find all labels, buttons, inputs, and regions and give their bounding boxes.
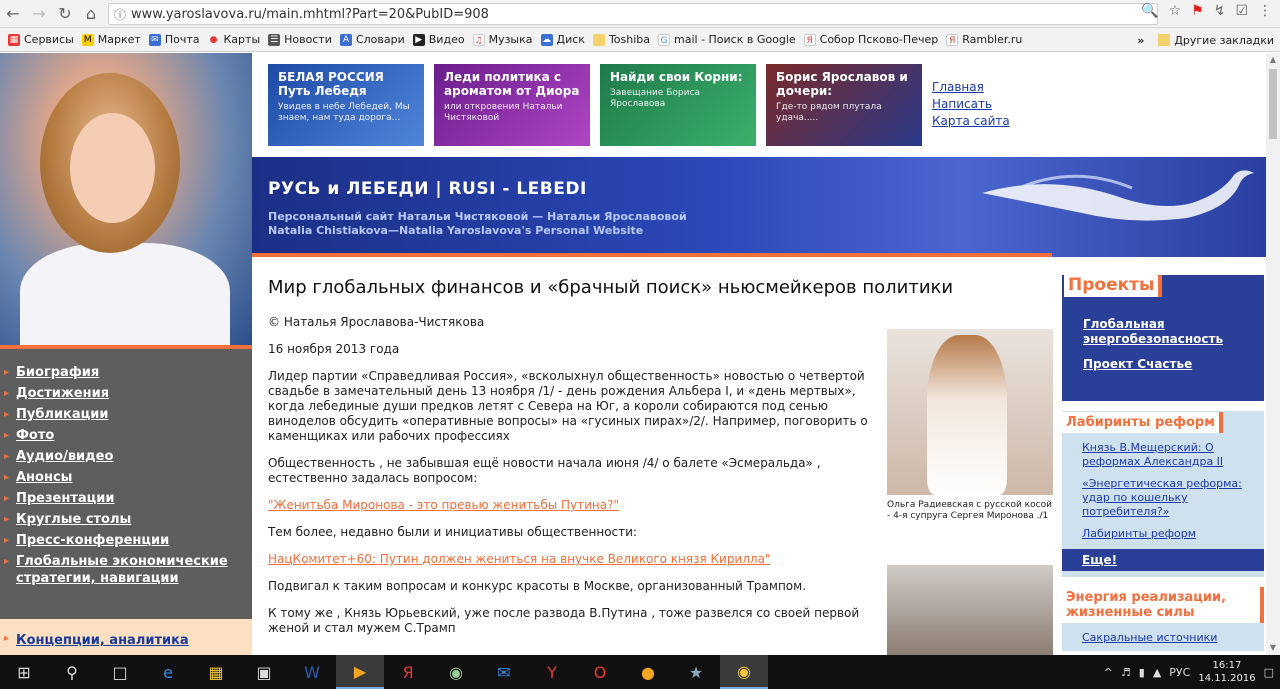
menu-item-biography[interactable]: ▸ Биография bbox=[0, 363, 252, 384]
media-player-icon[interactable]: ▶ bbox=[336, 655, 384, 689]
scroll-down-icon[interactable]: ▼ bbox=[1269, 643, 1277, 652]
home-icon[interactable]: ⌂ bbox=[85, 4, 97, 23]
opera-icon[interactable]: O bbox=[593, 662, 607, 682]
app-icon[interactable]: ◉ bbox=[449, 662, 463, 682]
app-icon[interactable]: ★ bbox=[688, 662, 704, 682]
figure-bride bbox=[887, 329, 1053, 522]
bookmark-item[interactable]: ▦ Сервисы bbox=[9, 33, 74, 46]
other-bookmarks[interactable]: Другие закладки bbox=[1174, 33, 1274, 47]
project-link[interactable]: Глобальная энергобезопасность bbox=[1083, 317, 1224, 346]
more-link[interactable]: Еще! bbox=[1062, 549, 1264, 571]
menu-item-presentations[interactable]: ▸ Презентации bbox=[0, 489, 252, 510]
divider bbox=[252, 253, 1052, 257]
energy-title: Энергия реализации, жизненные силы bbox=[1062, 587, 1264, 623]
reload-icon[interactable]: ↻ bbox=[58, 4, 72, 23]
map-pin-icon: ● bbox=[208, 34, 220, 46]
article-paragraph: Тем более, недавно были и инициативы общественности: bbox=[268, 525, 637, 539]
star-icon[interactable]: ☆ bbox=[1168, 3, 1182, 19]
bookmark-item[interactable]: Я Rambler.ru bbox=[946, 33, 1022, 46]
mail-icon: ✉ bbox=[149, 34, 161, 46]
site-subtitle: Персональный сайт Натальи Чистяковой — Натальи Ярославовой Natalia Chistiakova—Natalia Yaroslavova's Personal Website bbox=[268, 210, 687, 237]
top-links bbox=[932, 79, 1010, 130]
video-icon: ▶ bbox=[413, 34, 425, 46]
banner-find-roots[interactable]: Найди свои Корни: Завещание Бориса Ярославова bbox=[600, 64, 756, 146]
search-icon[interactable]: ⚲ bbox=[66, 662, 78, 682]
yandex-browser-icon[interactable]: Y bbox=[547, 662, 557, 682]
info-icon[interactable]: ⓘ bbox=[113, 7, 126, 22]
folder-icon bbox=[593, 34, 605, 46]
bookmark-item[interactable]: ☁ Диск bbox=[542, 33, 585, 46]
bookmark-item[interactable]: Я Собор Псково-Печер bbox=[804, 33, 939, 46]
bride-photo bbox=[887, 329, 1053, 495]
swan-icon bbox=[972, 163, 1262, 233]
reforms-box bbox=[1062, 411, 1264, 577]
menu-item-press-conferences[interactable]: ▸ Пресс-конференции bbox=[0, 531, 252, 552]
reforms-link[interactable]: Князь В.Мещерский: О реформах Александра II bbox=[1082, 441, 1224, 468]
article-author: © Наталья Ярославова-Чистякова bbox=[268, 315, 485, 329]
article-date: 16 ноября 2013 года bbox=[268, 342, 400, 356]
projects-title: Проекты bbox=[1064, 275, 1162, 297]
news-icon: ☰ bbox=[270, 34, 279, 45]
notification-icon[interactable]: □ bbox=[1263, 665, 1274, 679]
site-title: РУСЬ и ЛЕБЕДИ | RUSI - LEBEDI bbox=[268, 179, 587, 199]
reforms-link[interactable]: «Энергетическая реформа: удар по кошельку потребителя?» bbox=[1082, 477, 1242, 518]
language-indicator[interactable]: РУС bbox=[1169, 665, 1191, 679]
article-paragraph: Подвигал к таким вопросам и конкурс красоты в Москве, организованный Трампом. bbox=[268, 579, 807, 593]
scrollbar[interactable] bbox=[1266, 53, 1280, 655]
tray-arrow-icon[interactable]: ^ bbox=[1103, 665, 1113, 679]
article-title: Мир глобальных финансов и «брачный поиск» ньюсмейкеров политики bbox=[268, 277, 954, 298]
disk-icon: ☁ bbox=[542, 34, 551, 45]
url-text: www.yaroslavova.ru/main.mhtml?Part=20&PubID=908 bbox=[131, 6, 489, 22]
web-page bbox=[0, 53, 1266, 655]
menu-item-publications[interactable]: ▸ Публикации bbox=[0, 405, 252, 426]
banner-white-russia[interactable]: БЕЛАЯ РОССИЯ Путь Лебедя Увидев в небе Лебедей, Мы знаем, нам туда дорога... bbox=[268, 64, 424, 146]
more-bookmarks-icon[interactable]: » bbox=[1137, 33, 1145, 47]
menu-item-audio-video[interactable]: ▸ Аудио/видео bbox=[0, 447, 252, 468]
yandex-icon[interactable]: Я bbox=[402, 662, 414, 682]
system-tray bbox=[1104, 655, 1274, 689]
side-menu bbox=[0, 349, 252, 619]
bookmark-item[interactable]: ☰ Новости bbox=[270, 33, 332, 46]
bookmarks-bar bbox=[0, 28, 1280, 52]
bookmark-item[interactable]: G mail - Поиск в Google bbox=[658, 33, 796, 46]
reforms-title: Лабиринты реформ bbox=[1062, 412, 1223, 433]
zoom-icon[interactable]: 🔍 bbox=[1141, 3, 1159, 19]
project-link[interactable]: Проект Счастье bbox=[1083, 357, 1193, 371]
battery-icon[interactable]: ▮ bbox=[1138, 665, 1145, 679]
bookmark-item[interactable]: Toshiba bbox=[593, 33, 650, 46]
left-column bbox=[0, 53, 252, 655]
article bbox=[268, 277, 954, 648]
edge-icon[interactable]: e bbox=[163, 662, 173, 682]
menu-item-round-tables[interactable]: ▸ Круглые столы bbox=[0, 510, 252, 531]
side-menu-secondary bbox=[0, 619, 252, 655]
bookmark-item[interactable]: ▶ Видео bbox=[413, 33, 465, 46]
mail-icon[interactable]: ✉ bbox=[497, 662, 511, 682]
link-sitemap[interactable]: Карта сайта bbox=[932, 114, 1010, 128]
link-write[interactable]: Написать bbox=[932, 97, 993, 111]
yandex-icon: Я bbox=[946, 34, 958, 46]
address-bar[interactable] bbox=[108, 3, 1158, 25]
bookmark-item[interactable]: ✉ Почта bbox=[149, 33, 200, 46]
bookmark-item[interactable]: ● Карты bbox=[208, 33, 261, 46]
chrome-icon[interactable]: ◉ bbox=[720, 655, 768, 689]
bookmark-item[interactable]: A Словари bbox=[340, 33, 405, 46]
reforms-link[interactable]: Лабиринты реформ bbox=[1082, 527, 1197, 540]
windows-taskbar bbox=[0, 655, 1280, 689]
scroll-up-icon[interactable]: ▲ bbox=[1269, 55, 1277, 64]
explorer-icon[interactable]: ▦ bbox=[208, 662, 224, 682]
extension-k-icon[interactable]: ☑ bbox=[1235, 3, 1248, 19]
link-home[interactable]: Главная bbox=[932, 80, 984, 94]
author-photo bbox=[0, 53, 252, 345]
music-icon: ♫ bbox=[474, 35, 483, 46]
back-icon[interactable]: ← bbox=[6, 4, 20, 23]
bookmark-item[interactable]: M Маркет bbox=[82, 33, 141, 46]
projects-box bbox=[1062, 275, 1264, 401]
app-icon[interactable]: ● bbox=[641, 662, 655, 682]
extension-flag-icon[interactable]: ⚑ bbox=[1191, 3, 1204, 19]
energy-link[interactable]: Сакральные источники bbox=[1082, 631, 1218, 644]
start-icon[interactable]: ⊞ bbox=[17, 662, 31, 682]
energy-box bbox=[1062, 587, 1264, 651]
menu-item-photo[interactable]: ▸ Фото bbox=[0, 426, 252, 447]
menu-item-announcements[interactable]: ▸ Анонсы bbox=[0, 468, 252, 489]
yandex-icon: Я bbox=[804, 34, 816, 46]
folder-icon bbox=[1158, 34, 1170, 46]
article-paragraph: К тому же , Князь Юрьевский, уже после развода В.Путина , тоже развелся со своей первой женой и стал мужем С.Трамп bbox=[268, 606, 860, 635]
task-view-icon[interactable]: □ bbox=[112, 662, 128, 682]
dictionary-icon: A bbox=[340, 34, 352, 46]
scrollbar-thumb[interactable] bbox=[1269, 69, 1277, 139]
menu-item-concepts[interactable]: ▸ Концепции, аналитика bbox=[0, 633, 252, 648]
network-icon[interactable]: ▲ bbox=[1152, 665, 1162, 679]
menu-item-achievements[interactable]: ▸ Достижения bbox=[0, 384, 252, 405]
menu-icon[interactable]: ⋮ bbox=[1258, 3, 1272, 19]
forward-icon[interactable]: → bbox=[32, 4, 46, 23]
menu-item-global-strategies[interactable]: ▸ Глобальные экономические стратегии, навигации bbox=[0, 552, 252, 590]
article-paragraph: Лидер партии «Справедливая Россия», «всколыхнул общественность» новостью о четвертой свадьбе в замечательный день 13 ноября /1/ - день рождения Альбера I, и «день мертвых», когда лебединые души предков летят с Севера на Юг, а короли собираются под сенью виноделов обсудить «оперативные вопросы» на «гусиных пирах»/2/. Например, поговорить о каменщиках или рабочих профессиях bbox=[268, 369, 868, 443]
apps-icon: ▦ bbox=[9, 34, 19, 45]
site-header-banner bbox=[252, 157, 1266, 257]
right-column bbox=[1062, 275, 1264, 651]
volume-icon[interactable]: ♬ bbox=[1120, 665, 1131, 679]
figure-couple bbox=[887, 565, 1053, 655]
article-link[interactable]: "Женитьба Миронова - это превью женитьбы Путина?" bbox=[268, 498, 620, 512]
article-paragraph: Общественность , не забывшая ещё новости начала июня /4/ о балете «Эсмеральда» , естественно задалась вопросом: bbox=[268, 456, 821, 485]
bookmark-item[interactable]: ♫ Музыка bbox=[474, 33, 533, 46]
store-icon[interactable]: ▣ bbox=[256, 662, 272, 682]
browser-toolbar bbox=[0, 0, 1280, 28]
banner-boris-yaroslavov[interactable]: Борис Ярославов и дочери: Где-то рядом плутала удача..... bbox=[766, 64, 922, 146]
google-icon: G bbox=[658, 34, 670, 46]
clock[interactable]: 16:17 14.11.2016 bbox=[1198, 660, 1256, 684]
extension-icon[interactable]: ↯ bbox=[1213, 3, 1226, 19]
figure-caption: Ольга Радиевская с русской косой - 4-я супруга Сергея Миронова ./1 bbox=[887, 500, 1052, 521]
article-link[interactable]: НацКомитет+60: Путин должен жениться на внучке Великого князя Кирилла" bbox=[268, 552, 771, 566]
market-icon: M bbox=[82, 34, 94, 46]
banner-lady-politics[interactable]: Леди политика с ароматом от Диора или откровения Натальи Чистяковой bbox=[434, 64, 590, 146]
top-banners bbox=[252, 53, 1266, 157]
word-icon[interactable]: W bbox=[304, 662, 320, 682]
couple-photo bbox=[887, 565, 1053, 655]
